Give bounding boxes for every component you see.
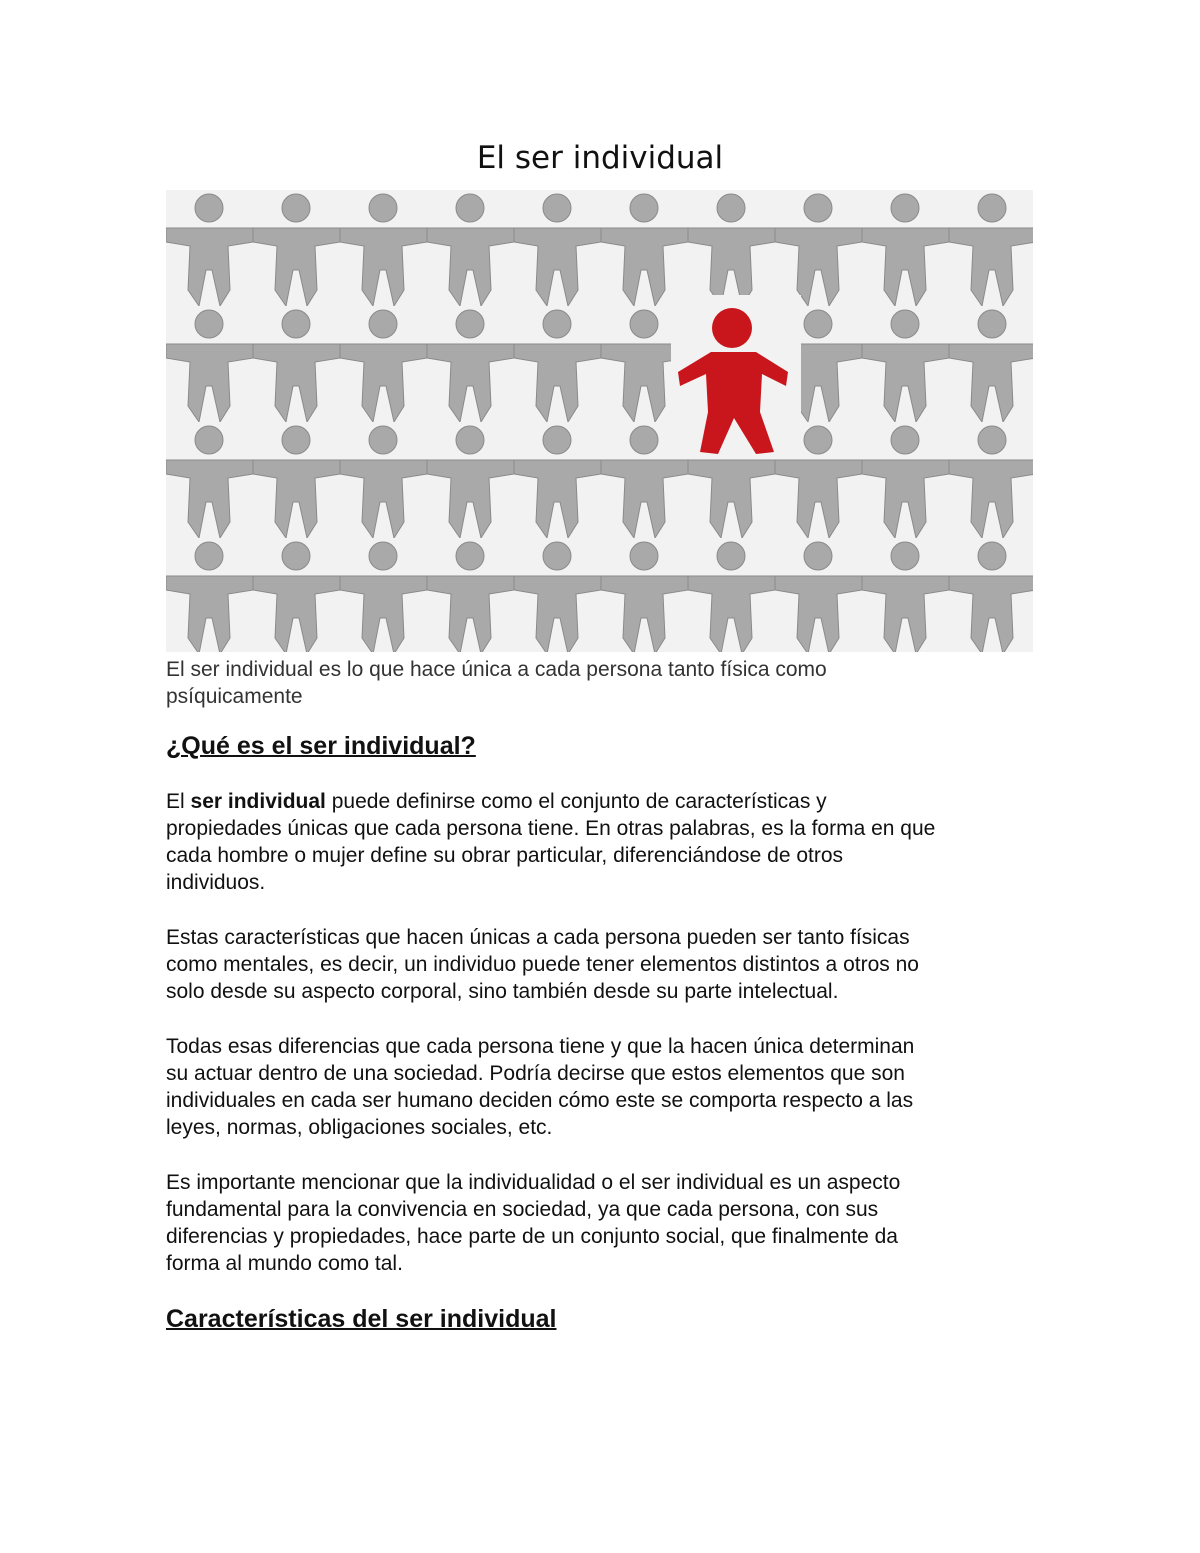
- paragraph-3: [166, 1033, 1046, 1141]
- paragraph-line: individuales en cada ser humano deciden cómo este se comporta respecto a las: [166, 1089, 914, 1112]
- heading-caracteristicas: Características del ser individual: [166, 1305, 557, 1333]
- paragraph-line: diferencias y propiedades, hace parte de un conjunto social, que finalmente da: [166, 1225, 898, 1248]
- paragraph-2: [166, 924, 1046, 1005]
- paragraph-line: solo desde su aspecto corporal, sino también desde su parte intelectual.: [166, 980, 839, 1003]
- image-caption: [166, 656, 1046, 710]
- paragraph-line: cada hombre o mujer define su obrar particular, diferenciándose de otros: [166, 844, 844, 867]
- paragraph-line: como mentales, es decir, un individuo puede tener elementos distintos a otros no: [166, 953, 919, 976]
- paragraph-line: Estas características que hacen únicas a cada persona pueden ser tanto físicas: [166, 926, 910, 949]
- paragraph-line: fundamental para la convivencia en sociedad, ya que cada persona, con sus: [166, 1198, 879, 1221]
- heading-que-es: ¿Qué es el ser individual?: [166, 732, 476, 760]
- paragraph-line: Es importante mencionar que la individualidad o el ser individual es un aspecto: [166, 1171, 901, 1194]
- caption-line: psíquicamente: [166, 685, 303, 708]
- document-title: El ser individual: [476, 140, 724, 176]
- paragraph-line: [166, 788, 1046, 815]
- paragraph-line: su actuar dentro de una sociedad. Podría decirse que estos elementos que son: [166, 1062, 905, 1085]
- caption-line: El ser individual es lo que hace única a cada persona tanto física como: [166, 658, 827, 681]
- crowd-paper-people-image: [166, 190, 1033, 652]
- text: El: [166, 790, 191, 813]
- paragraph-1: [166, 788, 1046, 896]
- bold-term: ser individual: [190, 790, 326, 813]
- text: puede definirse como el conjunto de características y: [325, 790, 827, 813]
- paragraph-line: Todas esas diferencias que cada persona tiene y que la hacen única determinan: [166, 1035, 915, 1058]
- paragraph-4: [166, 1169, 1046, 1277]
- paragraph-line: forma al mundo como tal.: [166, 1252, 403, 1275]
- paragraph-line: individuos.: [166, 871, 266, 894]
- paragraph-line: propiedades únicas que cada persona tiene. En otras palabras, es la forma en que: [166, 817, 936, 840]
- paragraph-line: leyes, normas, obligaciones sociales, etc.: [166, 1116, 553, 1139]
